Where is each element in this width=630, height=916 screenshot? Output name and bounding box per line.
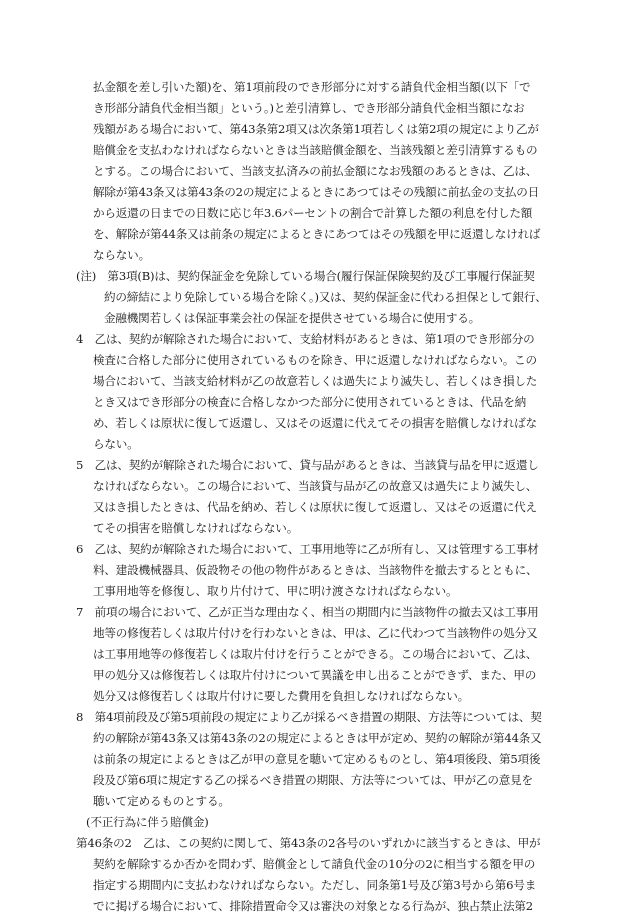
text-line: (注) 第3項(B)は、契約保証金を免除している場合(履行保証保険契約及び工事履行保証契 xyxy=(76,269,535,283)
text-line: 約の解除が第43条又は第43条の2の規定によるときは甲が定め、契約の解除が第44条又 xyxy=(93,731,542,745)
text-line: 指定する期間内に支払わなければならない。ただし、同条第1号及び第3号から第6号ま xyxy=(93,878,537,892)
text-line: 金融機関若しくは保証事業会社の保証を提供させている場合に使用する。 xyxy=(104,311,480,325)
text-line: 契約を解除するか否かを問わず、賠償金として請負代金の10分の2に相当する額を甲の xyxy=(93,857,536,871)
text-line: 払金額を差し引いた額)を、第1項前段のでき形部分に対する請負代金相当額(以下「で xyxy=(93,80,531,94)
text-line: 場合において、当該支給材料が乙の故意若しくは過失により滅失し、若しくはき損した xyxy=(93,374,538,388)
text-line: 料、建設機械器具、仮設物その他の物件があるときは、当該物件を撤去するとともに、 xyxy=(93,563,538,577)
text-line: 8 第4項前段及び第5項前段の規定により乙が採るべき措置の期限、方法等については、契 xyxy=(76,710,542,724)
text-line: を、解除が第44条又は前条の規定によるときにあつてはその残額を甲に返還しなければ xyxy=(93,227,541,241)
text-line: 解除が第43条又は第43条の2の規定によるときにあつてはその残額に前払金の支払の日 xyxy=(93,185,540,199)
text-line: 4 乙は、契約が解除された場合において、支給材料があるときは、第1項のでき形部分の xyxy=(76,332,535,346)
text-line: なければならない。この場合において、当該貸与品が乙の故意又は過失により滅失し、 xyxy=(93,479,538,493)
text-line: 5 乙は、契約が解除された場合において、貸与品があるときは、当該貸与品を甲に返還し xyxy=(76,458,539,472)
text-line: 聴いて定めるものとする。 xyxy=(93,794,230,808)
text-line: 段及び第6項に規定する乙の採るべき措置の期限、方法等については、甲が乙の意見を xyxy=(93,773,533,787)
text-line: き形部分請負代金相当額」という。)と差引清算し、でき形部分請負代金相当額になお xyxy=(93,101,525,115)
text-line: とき又はでき形部分の検査に合格しなかつた部分に使用されているときは、代品を納 xyxy=(93,395,526,409)
text-line: てその損害を賠償しなければならない。 xyxy=(93,521,299,535)
text-line: 賠償金を支払わなければならないときは当該賠償金額を、当該残額と差引清算するもの xyxy=(93,143,538,157)
text-line: 又はき損したときは、代品を納め、若しくは原状に復して返還し、又はその返還に代え xyxy=(93,500,537,514)
text-line: は工事用地等の修復若しくは取片付けを行うことができる。この場合において、乙は、 xyxy=(93,647,538,661)
text-line: め、若しくは原状に復して返還し、又はその返還に代えてその損害を賠償しなければな xyxy=(93,416,537,430)
text-line: 7 前項の場合において、乙が正当な理由なく、相当の期間内に当該物件の撤去又は工事用 xyxy=(76,605,539,619)
text-line: らない。 xyxy=(93,437,139,451)
text-line: 第46条の2 乙は、この契約に関して、第43条の2各号のいずれかに該当するときは、甲が xyxy=(76,836,541,850)
text-line: 甲の処分又は修復若しくは取片付けについて異議を申し出ることができず、また、甲の xyxy=(93,668,537,682)
text-line: から返還の日までの日数に応じ年3.6パーセントの割合で計算した額の利息を付した額 xyxy=(93,206,533,220)
text-line: 約の締結により免除している場合を除く。)又は、契約保証金に代わる担保として銀行、 xyxy=(104,290,547,304)
text-line: は前条の規定によるときは乙が甲の意見を聴いて定めるものとし、第4項後段、第5項後 xyxy=(93,752,541,766)
text-line: でに掲げる場合において、排除措置命令又は審決の対象となる行為が、独占禁止法第2 xyxy=(93,899,533,913)
text-line: 6 乙は、契約が解除された場合において、工事用地等に乙が所有し、又は管理する工事材 xyxy=(76,542,539,556)
text-line: 処分又は修復若しくは取片付けに要した費用を負担しなければならない。 xyxy=(93,689,469,703)
text-line: とする。この場合において、当該支払済みの前払金額になお残額のあるときは、乙は、 xyxy=(93,164,538,178)
heading-line: (不正行為に伴う賠償金) xyxy=(86,815,209,829)
text-line: 検査に合格した部分に使用されているものを除き、甲に返還しなければならない。この xyxy=(93,353,537,367)
text-line: 工事用地等を修復し、取り片付けて、甲に明け渡さなければならない。 xyxy=(93,584,458,598)
text-line: 地等の修復若しくは取片付けを行わないときは、甲は、乙に代わつて当該物件の処分又 xyxy=(93,626,538,640)
text-line: 残額がある場合において、第43条第2項又は次条第1項若しくは第2項の規定により乙が xyxy=(93,122,539,136)
text-line: ならない。 xyxy=(93,248,150,262)
